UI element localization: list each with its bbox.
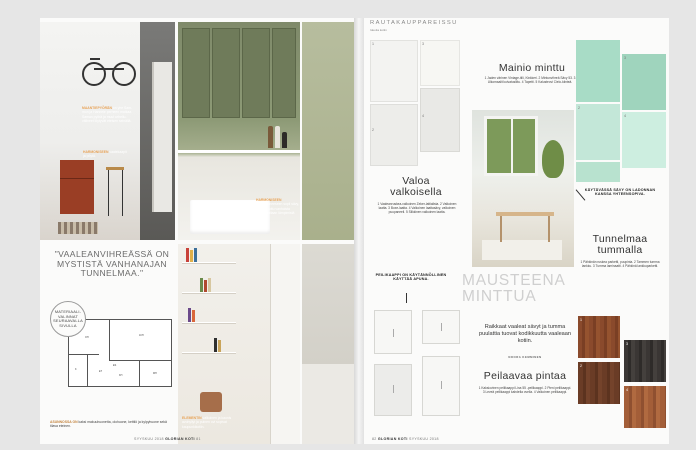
swatch-number: 4 xyxy=(624,114,626,118)
floor-plan-block xyxy=(50,301,174,413)
floor-plan xyxy=(68,319,172,387)
swatch-number: 3 xyxy=(422,42,424,46)
tunnelma-text: 1 Pähkinän ruskea parketti, puupinta. 2 Tammen tumma lankku. 3 Tumma laminaatti. 4 Pähkinä lankkuparketti. xyxy=(580,260,660,269)
bathroom-photo xyxy=(178,22,300,240)
materials-badge: MATERIAALI-VALINNAT SEURAAVALLA SIVULLA xyxy=(50,301,86,337)
hall-caption: MAANTIEPYÖRÄN on yhe Sam-mun ja Hannele perheen matkaa. Saman pyörä ja muut urheilu-välineet löytyvät eteisen seinällä. xyxy=(82,106,133,124)
swatch-number: 3 xyxy=(626,342,628,346)
cabinet-handle xyxy=(393,385,394,393)
swatch-number: 1 xyxy=(580,318,582,322)
mint-swatch-4 xyxy=(622,112,666,168)
mirror-cabinet-2 xyxy=(422,310,460,344)
left-folio: SYYSKUU 2018 GLORIAN KOTI 81 xyxy=(134,437,201,441)
wood-sample-3 xyxy=(624,340,666,382)
table-top xyxy=(496,212,554,216)
basket xyxy=(200,392,222,412)
plan-wall xyxy=(109,320,110,360)
floor-plan-caption: ASUNNOSSA ON kaksi makuuhuonetta, olohuone, keittiö ja kylpyhuone sekä tilava eteinen. xyxy=(50,420,167,429)
mint-swatch-1 xyxy=(576,40,620,102)
bike-wheel-rear xyxy=(112,62,136,86)
kitchen-photo xyxy=(302,22,356,240)
mirror-cabinet-3 xyxy=(374,364,412,416)
wall-cabinet xyxy=(272,28,296,118)
book xyxy=(200,278,203,292)
wall-cabinet xyxy=(212,28,240,118)
room-label: 1KH xyxy=(139,334,144,337)
book xyxy=(208,278,211,292)
cabinet-handle xyxy=(393,329,394,337)
door xyxy=(152,62,172,212)
hallway-photo xyxy=(40,22,175,240)
peilaa-text: 1 Kaksiovinen peilikaappi Lina 55 -peilikaappi. 2 Pieni peilikaappi. 3 Leveä peilikaappi kahdella ovella. 4 Valkoinen peilikaappi. xyxy=(478,386,572,395)
bike-wheel-front xyxy=(82,62,106,86)
swatch-number: 2 xyxy=(580,364,582,368)
lede-text: Raikkaat vaaleat sävyt ja tumma puulattia tuovat kodikkuutta vaaleaan kotiin. xyxy=(478,324,572,344)
plan-wall xyxy=(69,354,99,355)
annotation-arrow xyxy=(406,293,407,303)
swatch-number: 4 xyxy=(422,114,424,118)
bottle xyxy=(275,126,280,148)
wood-sample-4 xyxy=(624,386,666,428)
room-label: ES xyxy=(113,364,117,367)
stool-leg xyxy=(108,170,109,216)
shelf-board xyxy=(182,262,236,264)
table-leg xyxy=(548,216,550,242)
left-page xyxy=(40,18,356,444)
mainio-heading: Mainio minttu xyxy=(498,62,566,74)
wood-sample-2 xyxy=(578,362,620,404)
swatch-number: 4 xyxy=(626,388,628,392)
valoa-text: 1 Vaaleanruskea-valkoinen Zeker-lattialista. 2 Valkoinen laatta. 3 Boxe-laatta. 4 Valkoinen laattasävy, valkoinen puupaneeli. 5 Silkkinen valkoinen laatta. xyxy=(377,202,457,215)
book xyxy=(214,338,217,352)
section-subheading: Ideoita kotiin xyxy=(370,28,387,32)
book xyxy=(188,308,191,322)
swatch-number: 2 xyxy=(372,128,374,132)
shelf-board xyxy=(182,352,236,354)
shelf-board xyxy=(182,322,236,324)
swatch-number: 1 xyxy=(372,42,374,46)
tile-swatch-3 xyxy=(420,40,460,86)
swatch-number: 2 xyxy=(578,106,580,110)
cabinet-handle xyxy=(441,323,442,331)
room-label: KH xyxy=(119,374,123,377)
kitchen-photo-lower xyxy=(302,244,356,444)
bike-handlebar xyxy=(90,58,100,60)
annotation-top: PEILIKAAPPI ON KÄYTÄNNÖLLINEN KÄYTTÄÄ APUNA. xyxy=(375,273,447,282)
mirror-cabinet-4 xyxy=(422,356,460,416)
red-cabinet xyxy=(60,160,94,214)
room-label: K xyxy=(75,368,77,371)
room-label: OH xyxy=(85,336,89,339)
tile-swatch-4 xyxy=(420,88,460,152)
room-label: MH xyxy=(153,372,157,375)
feature-title: MAUSTEENA MINTTUA xyxy=(462,272,565,305)
mainio-text: 1 Jaden värinen Vintage-tiili, Kinkkeri. 2 Mintunvihreä Sävy 53. 3 Ulkomaalit kuivatusliitu. 4 Tapetti. 5 Kalusteovi Cielo-kiinteä. xyxy=(484,76,576,85)
shelf-caption: ELEMENTIN valkoinen ja kaunis avohyllyt ja puinen ovi sopivat kaupunkikotiin. xyxy=(182,416,232,429)
bottle xyxy=(282,132,287,148)
book xyxy=(194,248,197,262)
table-leg xyxy=(500,216,502,242)
cabinet-caption: HARMONISEEN vaatekaapit ja pöytä. xyxy=(83,150,127,159)
plan-wall xyxy=(139,360,140,386)
mint-swatch-2 xyxy=(576,104,620,160)
bottle xyxy=(268,126,273,148)
annotation-right: KÄYTÄVÄSSÄ SÄVY ON LADONNAN KANSSA YHTEENSOPIVA. xyxy=(584,188,656,197)
tunnelma-heading: Tunnelmaa tummalla xyxy=(592,233,648,256)
section-heading: RAUTAKAUPPAREISSU xyxy=(370,20,458,26)
lede-author: NOORA KEMMINEN xyxy=(508,355,542,359)
book xyxy=(190,250,193,262)
plan-wall xyxy=(109,360,171,361)
plan-wall xyxy=(87,354,88,386)
right-folio: 82 GLORIAN KOTI SYYSKUU 2018 xyxy=(372,437,439,441)
swatch-number: 3 xyxy=(624,56,626,60)
right-page xyxy=(364,18,669,444)
book xyxy=(186,248,189,262)
stool-leg xyxy=(122,170,123,216)
book xyxy=(204,280,207,292)
bike-frame xyxy=(94,68,124,70)
mirror-cabinet-1 xyxy=(374,310,412,354)
tile-swatch-1 xyxy=(370,40,418,102)
living-room-photo xyxy=(472,110,574,267)
hall-rug xyxy=(58,222,98,234)
tile-swatch-2 xyxy=(370,104,418,166)
open-door xyxy=(270,244,300,444)
shelf-photo xyxy=(178,244,300,444)
shelf-board xyxy=(182,292,236,294)
room-label: ET xyxy=(99,370,103,373)
wall-cabinet xyxy=(182,28,210,118)
window xyxy=(484,116,538,176)
pull-quote: "VAALEANVIHREÄSSÄ ON MYSTISTÄ VANHANAJAN TUNNELMAA." xyxy=(54,249,170,279)
plant xyxy=(542,140,564,178)
wall-cabinet xyxy=(242,28,270,118)
rug xyxy=(482,240,562,260)
bath-caption: HARMONISEEN kylpyhuoneeseen sopii sävy, joka on tuttu vanhoista tunnelmaltaan lämpimistä tiloista. xyxy=(256,198,299,220)
book xyxy=(218,340,221,352)
mint-swatch-5 xyxy=(576,162,620,182)
wood-sample-1 xyxy=(578,316,620,358)
bath-shelf xyxy=(178,150,300,153)
peilaa-heading: Peilaavaa pintaa xyxy=(483,370,567,382)
valoa-heading: Valoa valkoisella xyxy=(390,175,442,198)
book xyxy=(192,310,195,322)
kitchen-counter xyxy=(302,364,356,444)
cabinet-handle xyxy=(441,381,442,389)
mint-swatch-3 xyxy=(622,54,666,110)
